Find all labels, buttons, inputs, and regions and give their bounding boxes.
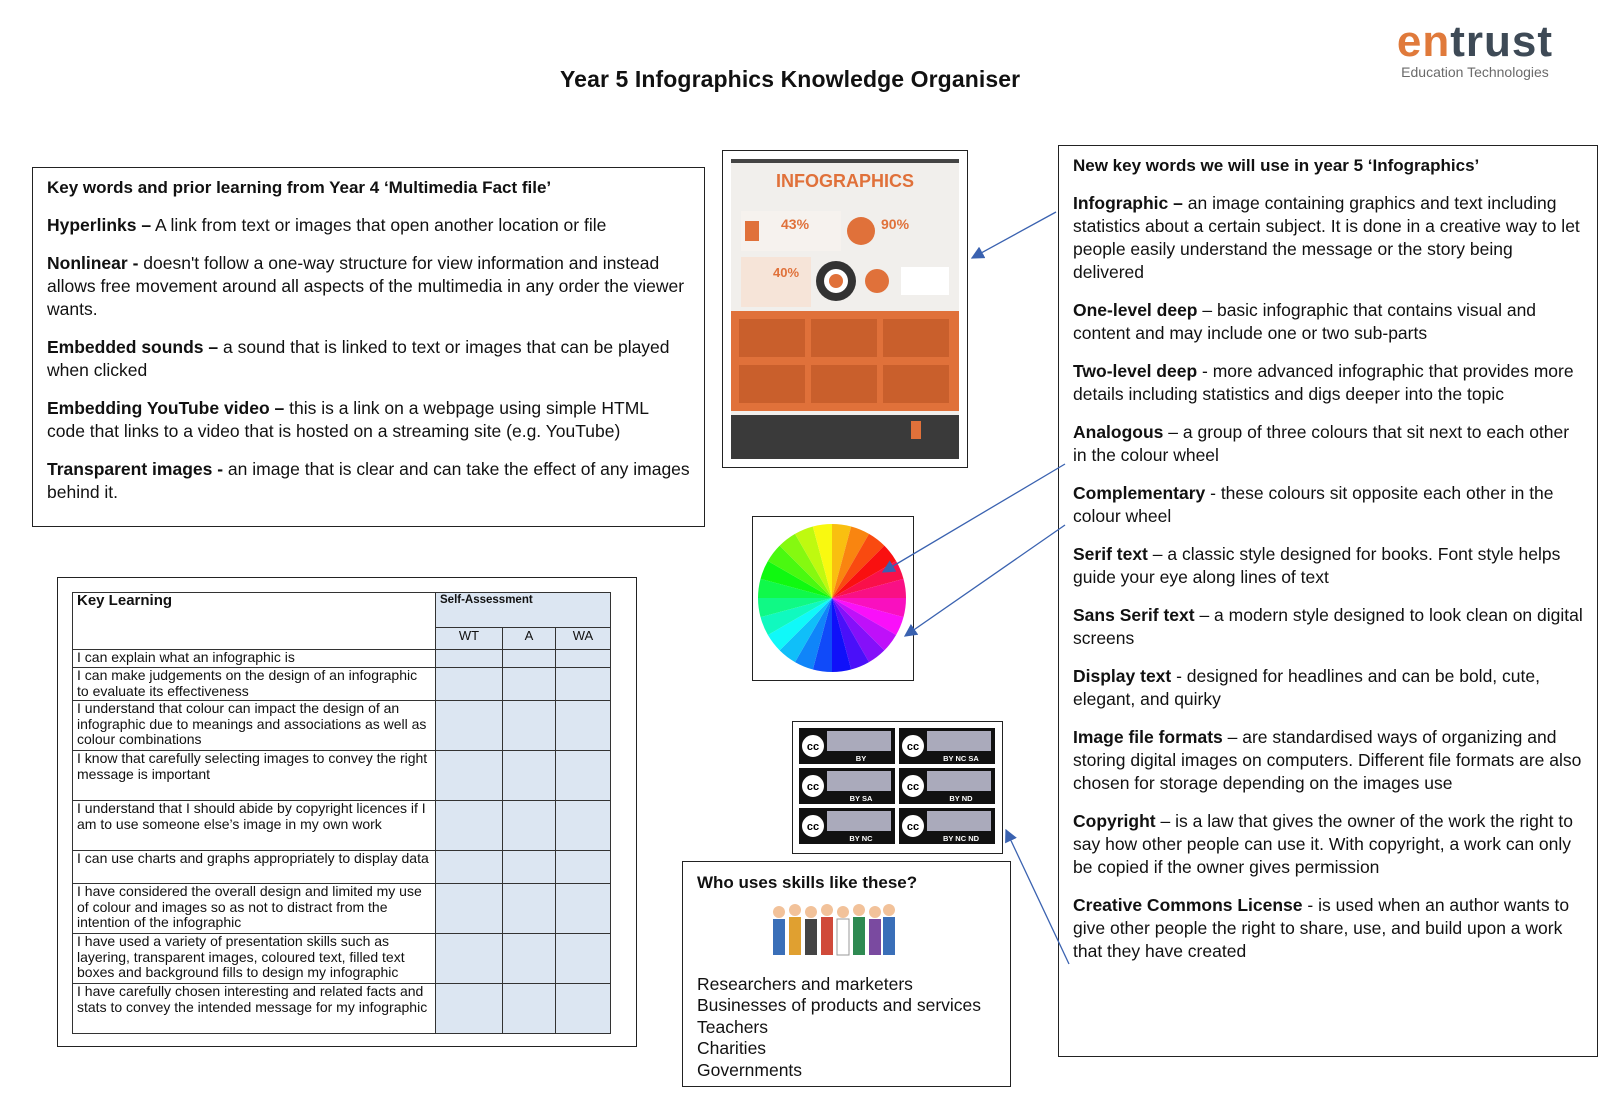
learning-statement: I have carefully chosen interesting and related facts and stats to convey the intended message for my infographic bbox=[73, 984, 436, 1034]
learning-statement: I understand that I should abide by copyright licences if I am to use someone else’s image in my own work bbox=[73, 801, 436, 851]
wa-cell[interactable] bbox=[556, 751, 611, 801]
wt-cell[interactable] bbox=[436, 851, 503, 884]
term-definition: a sound that is linked to text or images that can be played when clicked bbox=[47, 337, 670, 380]
creative-commons-badges bbox=[792, 721, 1003, 854]
keyword-term bbox=[1073, 543, 1583, 589]
wa-cell[interactable] bbox=[556, 984, 611, 1034]
cc-badge bbox=[899, 728, 995, 764]
term-definition: this is a link on a webpage using simple HTML code that links to a video that is hosted on a streaming site (e.g. YouTube) bbox=[47, 398, 649, 441]
col-a: A bbox=[503, 628, 556, 650]
learning-statement: I have considered the overall design and limited my use of colour and images so as not to distract from the intention of the infographic bbox=[73, 884, 436, 934]
cc-badge bbox=[799, 808, 895, 844]
prior-learning-box bbox=[32, 167, 705, 527]
new-keywords-heading: New key words we will use in year 5 ‘Infographics’ bbox=[1073, 156, 1480, 175]
poster-graphic bbox=[731, 159, 959, 459]
wa-cell[interactable] bbox=[556, 851, 611, 884]
colour-wheel bbox=[753, 517, 912, 679]
learning-statement: I can use charts and graphs appropriately to display data bbox=[73, 851, 436, 884]
wt-cell[interactable] bbox=[436, 650, 503, 668]
term-name: Nonlinear - bbox=[47, 253, 139, 273]
a-cell[interactable] bbox=[503, 851, 556, 884]
prior-term bbox=[47, 214, 690, 237]
arrow-infographic bbox=[972, 212, 1056, 258]
term-name: Infographic – bbox=[1073, 193, 1183, 213]
table-row bbox=[73, 801, 611, 851]
prior-learning-heading: Key words and prior learning from Year 4 ‘Multimedia Fact file’ bbox=[47, 178, 552, 197]
table-row bbox=[73, 984, 611, 1034]
a-cell[interactable] bbox=[503, 984, 556, 1034]
who-uses-heading: Who uses skills like these? bbox=[697, 873, 918, 892]
wt-cell[interactable] bbox=[436, 801, 503, 851]
a-cell[interactable] bbox=[503, 751, 556, 801]
a-cell[interactable] bbox=[503, 668, 556, 701]
people-illustration bbox=[769, 900, 899, 960]
term-definition: - is used when an author wants to give other people the right to share, use, and build upon a work that they have created bbox=[1073, 895, 1570, 961]
term-name: Image file formats bbox=[1073, 727, 1223, 747]
who-uses-box bbox=[682, 861, 1011, 1087]
cc-badge-grid bbox=[799, 728, 996, 848]
table-row bbox=[73, 934, 611, 984]
infographic-poster-image bbox=[722, 150, 968, 468]
term-name: One-level deep bbox=[1073, 300, 1198, 320]
term-definition: – are standardised ways of organizing and storing digital images on computers. Different file formats are also chosen for storage depending on the images use bbox=[1073, 727, 1582, 793]
svg-text:cc: cc bbox=[906, 821, 920, 833]
cc-badge-label: BY bbox=[855, 754, 867, 763]
term-definition: - these colours sit opposite each other in the colour wheel bbox=[1073, 483, 1554, 526]
term-definition: – basic infographic that contains visual and content and may include one or two sub-parts bbox=[1073, 300, 1537, 343]
key-learning-panel bbox=[57, 577, 637, 1047]
wa-cell[interactable] bbox=[556, 650, 611, 668]
a-cell[interactable] bbox=[503, 801, 556, 851]
keyword-term bbox=[1073, 299, 1583, 345]
wt-cell[interactable] bbox=[436, 934, 503, 984]
wa-cell[interactable] bbox=[556, 884, 611, 934]
cc-badge bbox=[799, 768, 895, 804]
who-item: Researchers and marketers bbox=[697, 973, 913, 994]
table-row bbox=[73, 851, 611, 884]
term-definition: – a group of three colours that sit next to each other in the colour wheel bbox=[1073, 422, 1570, 465]
key-learning-table bbox=[72, 592, 611, 1034]
wt-cell[interactable] bbox=[436, 751, 503, 801]
who-item: Teachers bbox=[697, 1016, 769, 1037]
who-item: Businesses of products and services bbox=[697, 995, 982, 1015]
keyword-term bbox=[1073, 665, 1583, 711]
key-learning-heading: Key Learning bbox=[73, 593, 436, 650]
keyword-term bbox=[1073, 810, 1583, 879]
a-cell[interactable] bbox=[503, 884, 556, 934]
term-name: Copyright bbox=[1073, 811, 1156, 831]
term-definition: – is a law that gives the owner of the work the right to say how other people can use it. With copyright, a work can only be copied if the owner gives permission bbox=[1073, 811, 1573, 877]
logo-subtitle: Education Technologies bbox=[1401, 64, 1549, 80]
term-definition: an image containing graphics and text including statistics about a certain subject. It is done in a creative way to let people easily understand the message or the story being delivered bbox=[1073, 193, 1580, 282]
term-name: Two-level deep bbox=[1073, 361, 1198, 381]
who-item: Governments bbox=[697, 1059, 803, 1080]
cc-badge-label: BY NC ND bbox=[942, 834, 980, 843]
wt-cell[interactable] bbox=[436, 984, 503, 1034]
col-wa: WA bbox=[556, 628, 611, 650]
poster-title: INFOGRAPHICS bbox=[775, 171, 915, 191]
poster-stat-3: 40% bbox=[773, 265, 800, 280]
cc-badge bbox=[899, 808, 995, 844]
a-cell[interactable] bbox=[503, 701, 556, 751]
cc-badge-label: BY ND bbox=[949, 794, 973, 803]
term-name: Complementary bbox=[1073, 483, 1206, 503]
term-definition: - more advanced infographic that provides more details including statistics and digs deeper into the topic bbox=[1073, 361, 1574, 404]
keyword-term bbox=[1073, 482, 1583, 528]
svg-text:cc: cc bbox=[806, 741, 820, 753]
keyword-term bbox=[1073, 192, 1583, 284]
term-name: Hyperlinks – bbox=[47, 215, 152, 235]
svg-text:cc: cc bbox=[806, 781, 820, 793]
keyword-term bbox=[1073, 894, 1583, 963]
learning-statement: I understand that colour can impact the design of an infographic due to meanings and associations as well as colour combinations bbox=[73, 701, 436, 751]
who-item: Charities bbox=[697, 1038, 767, 1058]
cc-badge-label: BY SA bbox=[849, 794, 873, 803]
self-assessment-heading: Self-Assessment bbox=[436, 593, 611, 628]
a-cell[interactable] bbox=[503, 934, 556, 984]
wt-cell[interactable] bbox=[436, 668, 503, 701]
term-name: Serif text bbox=[1073, 544, 1148, 564]
term-definition: – a classic style designed for books. Font style helps guide your eye along lines of text bbox=[1073, 544, 1561, 587]
prior-term bbox=[47, 336, 690, 382]
colour-wheel-image bbox=[752, 516, 914, 681]
table-row bbox=[73, 650, 611, 668]
new-keywords-box bbox=[1058, 145, 1598, 1057]
term-name: Display text bbox=[1073, 666, 1172, 686]
cc-badge bbox=[799, 728, 895, 764]
term-name: Analogous bbox=[1073, 422, 1164, 442]
cc-badge-label: BY NC SA bbox=[943, 754, 979, 763]
term-name: Embedded sounds – bbox=[47, 337, 219, 357]
term-name: Creative Commons License bbox=[1073, 895, 1303, 915]
table-row bbox=[73, 884, 611, 934]
logo-word: entrust bbox=[1396, 17, 1554, 66]
term-definition: an image that is clear and can take the effect of any images behind it. bbox=[47, 459, 690, 502]
learning-statement: I can make judgements on the design of an infographic to evaluate its effectiveness bbox=[73, 668, 436, 701]
svg-text:cc: cc bbox=[906, 781, 920, 793]
keyword-term bbox=[1073, 726, 1583, 795]
wt-cell[interactable] bbox=[436, 884, 503, 934]
learning-statement: I can explain what an infographic is bbox=[73, 650, 436, 668]
keyword-term bbox=[1073, 604, 1583, 650]
table-row bbox=[73, 701, 611, 751]
term-name: Sans Serif text bbox=[1073, 605, 1195, 625]
term-name: Embedding YouTube video – bbox=[47, 398, 285, 418]
prior-term bbox=[47, 397, 690, 443]
col-wt: WT bbox=[436, 628, 503, 650]
arrow-complementary bbox=[905, 525, 1065, 636]
wa-cell[interactable] bbox=[556, 668, 611, 701]
poster-stat-1: 43% bbox=[781, 216, 810, 232]
table-row bbox=[73, 751, 611, 801]
term-definition: A link from text or images that open another location or file bbox=[151, 215, 607, 235]
term-name: Transparent images - bbox=[47, 459, 224, 479]
svg-text:cc: cc bbox=[906, 741, 920, 753]
table-row bbox=[73, 668, 611, 701]
wa-cell[interactable] bbox=[556, 934, 611, 984]
a-cell[interactable] bbox=[503, 650, 556, 668]
term-definition: - designed for headlines and can be bold, cute, elegant, and quirky bbox=[1073, 666, 1540, 709]
learning-statement: I have used a variety of presentation skills such as layering, transparent images, coloured text, filled text boxes and background fills to design my infographic bbox=[73, 934, 436, 984]
poster-stat-2: 90% bbox=[881, 216, 910, 232]
wa-cell[interactable] bbox=[556, 701, 611, 751]
keyword-term bbox=[1073, 360, 1583, 406]
term-definition: – a modern style designed to look clean on digital screens bbox=[1073, 605, 1583, 648]
term-definition: doesn't follow a one-way structure for view information and instead allows free movement around all aspects of the multimedia in any order the viewer wants. bbox=[47, 253, 685, 319]
page-title: Year 5 Infographics Knowledge Organiser bbox=[560, 66, 1021, 92]
keyword-term bbox=[1073, 421, 1583, 467]
prior-term bbox=[47, 252, 690, 321]
wa-cell[interactable] bbox=[556, 801, 611, 851]
cc-badge-label: BY NC bbox=[849, 834, 873, 843]
svg-text:cc: cc bbox=[806, 821, 820, 833]
prior-term bbox=[47, 458, 690, 504]
learning-statement: I know that carefully selecting images to convey the right message is important bbox=[73, 751, 436, 801]
entrust-logo bbox=[1385, 18, 1565, 80]
cc-badge bbox=[899, 768, 995, 804]
wt-cell[interactable] bbox=[436, 701, 503, 751]
